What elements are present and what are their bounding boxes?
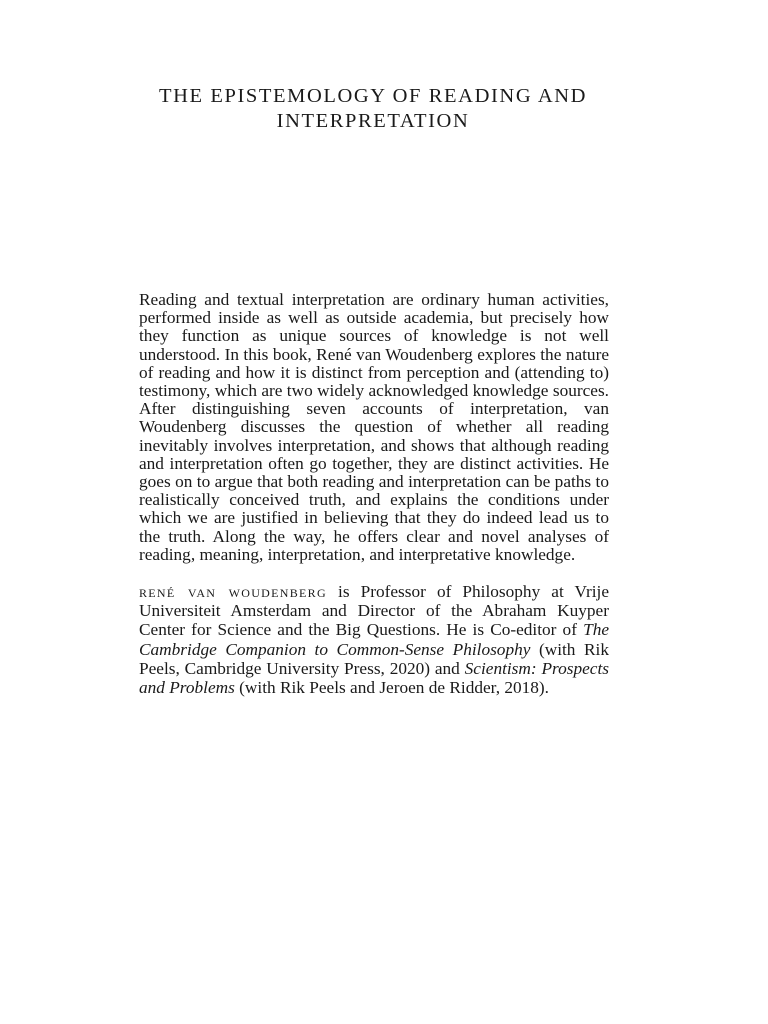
author-bio — [139, 582, 609, 697]
book-description: Reading and textual interpretation are ordinary human activities, performed inside as well as outside academia, but precisely how they function as unique sources of knowledge is not well understood. In this book, René van Woudenberg explores the nature of reading and how it is distinct from perception and (attending to) testimony, which are two widely acknowledged knowledge sources. After distinguishing seven accounts of interpretation, van Woudenberg discusses the question of whether all reading inevitably involves interpretation, and shows that although reading and interpretation often go together, they are distinct activities. He goes on to argue that both reading and interpretation can be paths to realistically conceived truth, and explains the conditions under which we are justified in believing that they do indeed lead us to the truth. Along the way, he offers clear and novel analyses of reading, meaning, interpretation, and interpretative knowledge. — [139, 290, 609, 564]
work-title-2: Scientism: Prospects and Problems — [139, 658, 609, 698]
book-title-line-2: INTERPRETATION — [276, 110, 470, 132]
bio-text-1: is Professor of Philosophy at Vrije Universiteit Amsterdam and Director of the Abraham Kuyper Center for Science and the Big Questions. He is Co-editor of — [139, 582, 609, 640]
book-title — [0, 84, 746, 134]
book-title-line-1: THE EPISTEMOLOGY OF READING AND — [158, 85, 588, 107]
author-name: rené van woudenberg — [139, 582, 327, 601]
work-title-1: The Cambridge Companion to Common-Sense Philosophy — [139, 620, 609, 659]
bio-text-3: (with Rik Peels and Jeroen de Ridder, 2018). — [234, 678, 549, 698]
bio-text-2: (with Rik Peels, Cambridge University Press, 2020) and — [139, 639, 609, 678]
